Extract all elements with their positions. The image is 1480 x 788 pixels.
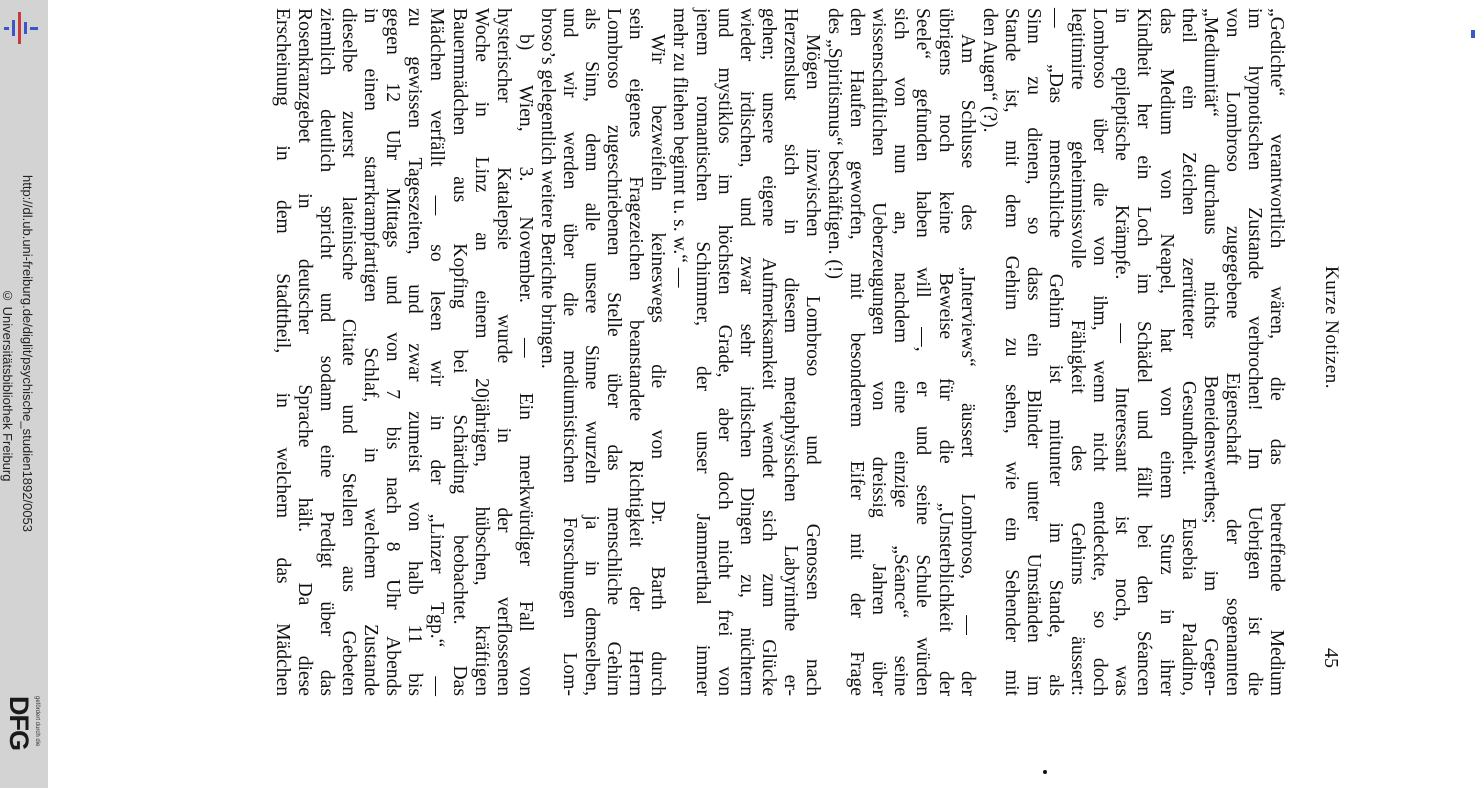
text-line: Rosenkranzgebet in deutscher Sprache hält. Da diese <box>293 8 315 696</box>
page-number: 45 <box>1320 648 1342 668</box>
text-line: den Haufen geworfen, mit besonderem Eifer mit der Frage <box>846 8 868 696</box>
text-line: hysterischer Katalepsie wurde in der verflossenen <box>492 8 514 696</box>
text-line: Mögen inzwischen Lombroso und Genossen nach <box>802 34 824 696</box>
text-line: — „Das menschliche Gehirn ist mitunter im Stande, als <box>1045 8 1067 696</box>
text-line: ziemlich deutlich spricht und sodann eine Predigt über das <box>315 8 337 696</box>
text-line: Woche in Linz an einem 20jährigen, hübschen, kräftigen <box>470 8 492 696</box>
text-line: Herzenslust sich in diesem metaphysischen Labyrinthe er- <box>779 8 801 696</box>
page-content <box>185 0 1370 788</box>
text-line: broso’s gelegentlich weitere Berichte bringen. <box>536 8 558 369</box>
text-line: in epileptische Krämpfe. — Interessant ist noch, was <box>1111 8 1133 696</box>
text-line: mehr zu fliehen beginnt u. s. w.“ — <box>669 8 691 288</box>
text-line: und wir werden über die mediumistischen Forschungen Lom- <box>559 8 580 696</box>
text-line: Am Schlusse des „Interviews“ äussert Lombroso, — der <box>956 34 978 696</box>
margin-mark <box>1471 30 1475 38</box>
text-line: Stande ist, mit dem Gehirn zu sehen, wie ein Sehender mit <box>1000 8 1022 696</box>
dfg-logo: DFG <box>4 696 34 750</box>
text-line: „Mediumität“ durchaus nichts Beneidenswerthes; im Gegen- <box>1199 8 1221 696</box>
text-line: gegen 12 Uhr Mittags und von 7 bis nach 8 Uhr Abends <box>382 8 404 696</box>
text-line: legitimirte geheimnissvolle Fähigkeit des Gehirns äussert: <box>1067 8 1089 696</box>
text-line: b) Wien, 3. November. — Ein merkwürdiger Fall von <box>514 34 536 696</box>
running-head <box>1312 0 1342 788</box>
scanned-page <box>185 0 1370 788</box>
text-line: Wir bezweifeln keineswegs die von Dr. Barth durch <box>647 34 669 696</box>
text-line: des „Spiritismus“ beschäftigen. (!) <box>824 8 846 279</box>
text-line: in einen starrkrampfartigen Schlaf, in welchem Zustande <box>360 8 382 696</box>
text-line: gehen; unsere eigene Aufmerksamkeit wendet sich zum Glücke <box>757 8 779 696</box>
body-text <box>271 8 1287 696</box>
library-sidebar <box>0 0 48 788</box>
text-line: jenem romantischen Schimmer, der unser Jammerthal immer <box>691 8 713 696</box>
text-line: wissenschaftlichen Ueberzeugungen von dreissig Jahren über <box>868 8 890 696</box>
text-line: wieder irdischen, und zwar sehr irdischen Dingen zu, nüchtern <box>735 8 757 696</box>
text-line: als Sinn, denn alle unsere Sinne wurzeln ja in demselben, <box>581 8 603 696</box>
text-line: Erscheinung in dem Stadttheil, in welchem das Mädchen <box>271 8 293 696</box>
running-title: Kurze Notizen. <box>1321 266 1342 390</box>
text-line: im hypnotischen Zustande verbrochen! Im Uebrigen ist die <box>1243 8 1265 696</box>
dfg-caption: gefördert durch die <box>34 696 40 747</box>
text-line: Lombroso zugeschriebenen Stelle über das menschliche Gehirn <box>603 8 625 696</box>
text-line: dieselbe zuerst lateinische Citate und Stellen aus Gebeten <box>338 8 360 696</box>
text-line: Lombroso über die von ihm, wenn nicht entdeckte, so doch <box>1089 8 1111 696</box>
text-line: und mystiklos im höchsten Grade, aber doch nicht frei von <box>713 8 735 696</box>
text-line: von Lombroso zugegebene Eigenschaft der sogenannten <box>1221 8 1243 696</box>
text-line: sein eigenes Fragezeichen beanstandete Richtigkeit der Herrn <box>625 8 647 696</box>
text-line: zu gewissen Tageszeiten, und zwar zumeist von halb 11 bis <box>404 8 426 696</box>
copyright-notice: © Universitätsbibliothek Freiburg <box>0 288 15 482</box>
text-line: übrigens noch keine Beweise für die „Unsterblichkeit der <box>934 8 956 696</box>
text-line: „Gedichte“ verantwortlich wären, die das betreffende Medium <box>1266 8 1287 696</box>
text-line: Kindheit her ein Loch im Schädel und fällt bei den Séancen <box>1133 8 1155 696</box>
text-line: sich von nun an, nachdem eine einzige „Séance“ seine <box>890 8 912 696</box>
university-library-logo-icon <box>2 8 42 48</box>
text-line: den Augen“ (?). <box>978 8 1000 133</box>
text-line: Bauernmädchen aus Kopfing bei Schärding beobachtet. Das <box>448 8 470 696</box>
margin-dot <box>1043 770 1047 774</box>
document-url[interactable]: http://dl.ub.uni-freiburg.de/diglit/psychische_studien1892/0053 <box>20 175 35 533</box>
text-line: das Medium von Neapel, hat von einem Sturz in ihrer <box>1155 8 1177 696</box>
text-line: Sinn zu dienen, so dass ein Blinder unter Umständen im <box>1022 8 1044 696</box>
text-line: Seele“ gefunden haben will —, er und seine Schule würden <box>912 8 934 696</box>
text-line: theil ein Zeichen zerrütteter Gesundheit. Eusebia Paladino, <box>1177 8 1199 696</box>
text-line: Mädchen verfällt — so lesen wir in der „Linzer Tgp.“ — <box>426 8 448 696</box>
